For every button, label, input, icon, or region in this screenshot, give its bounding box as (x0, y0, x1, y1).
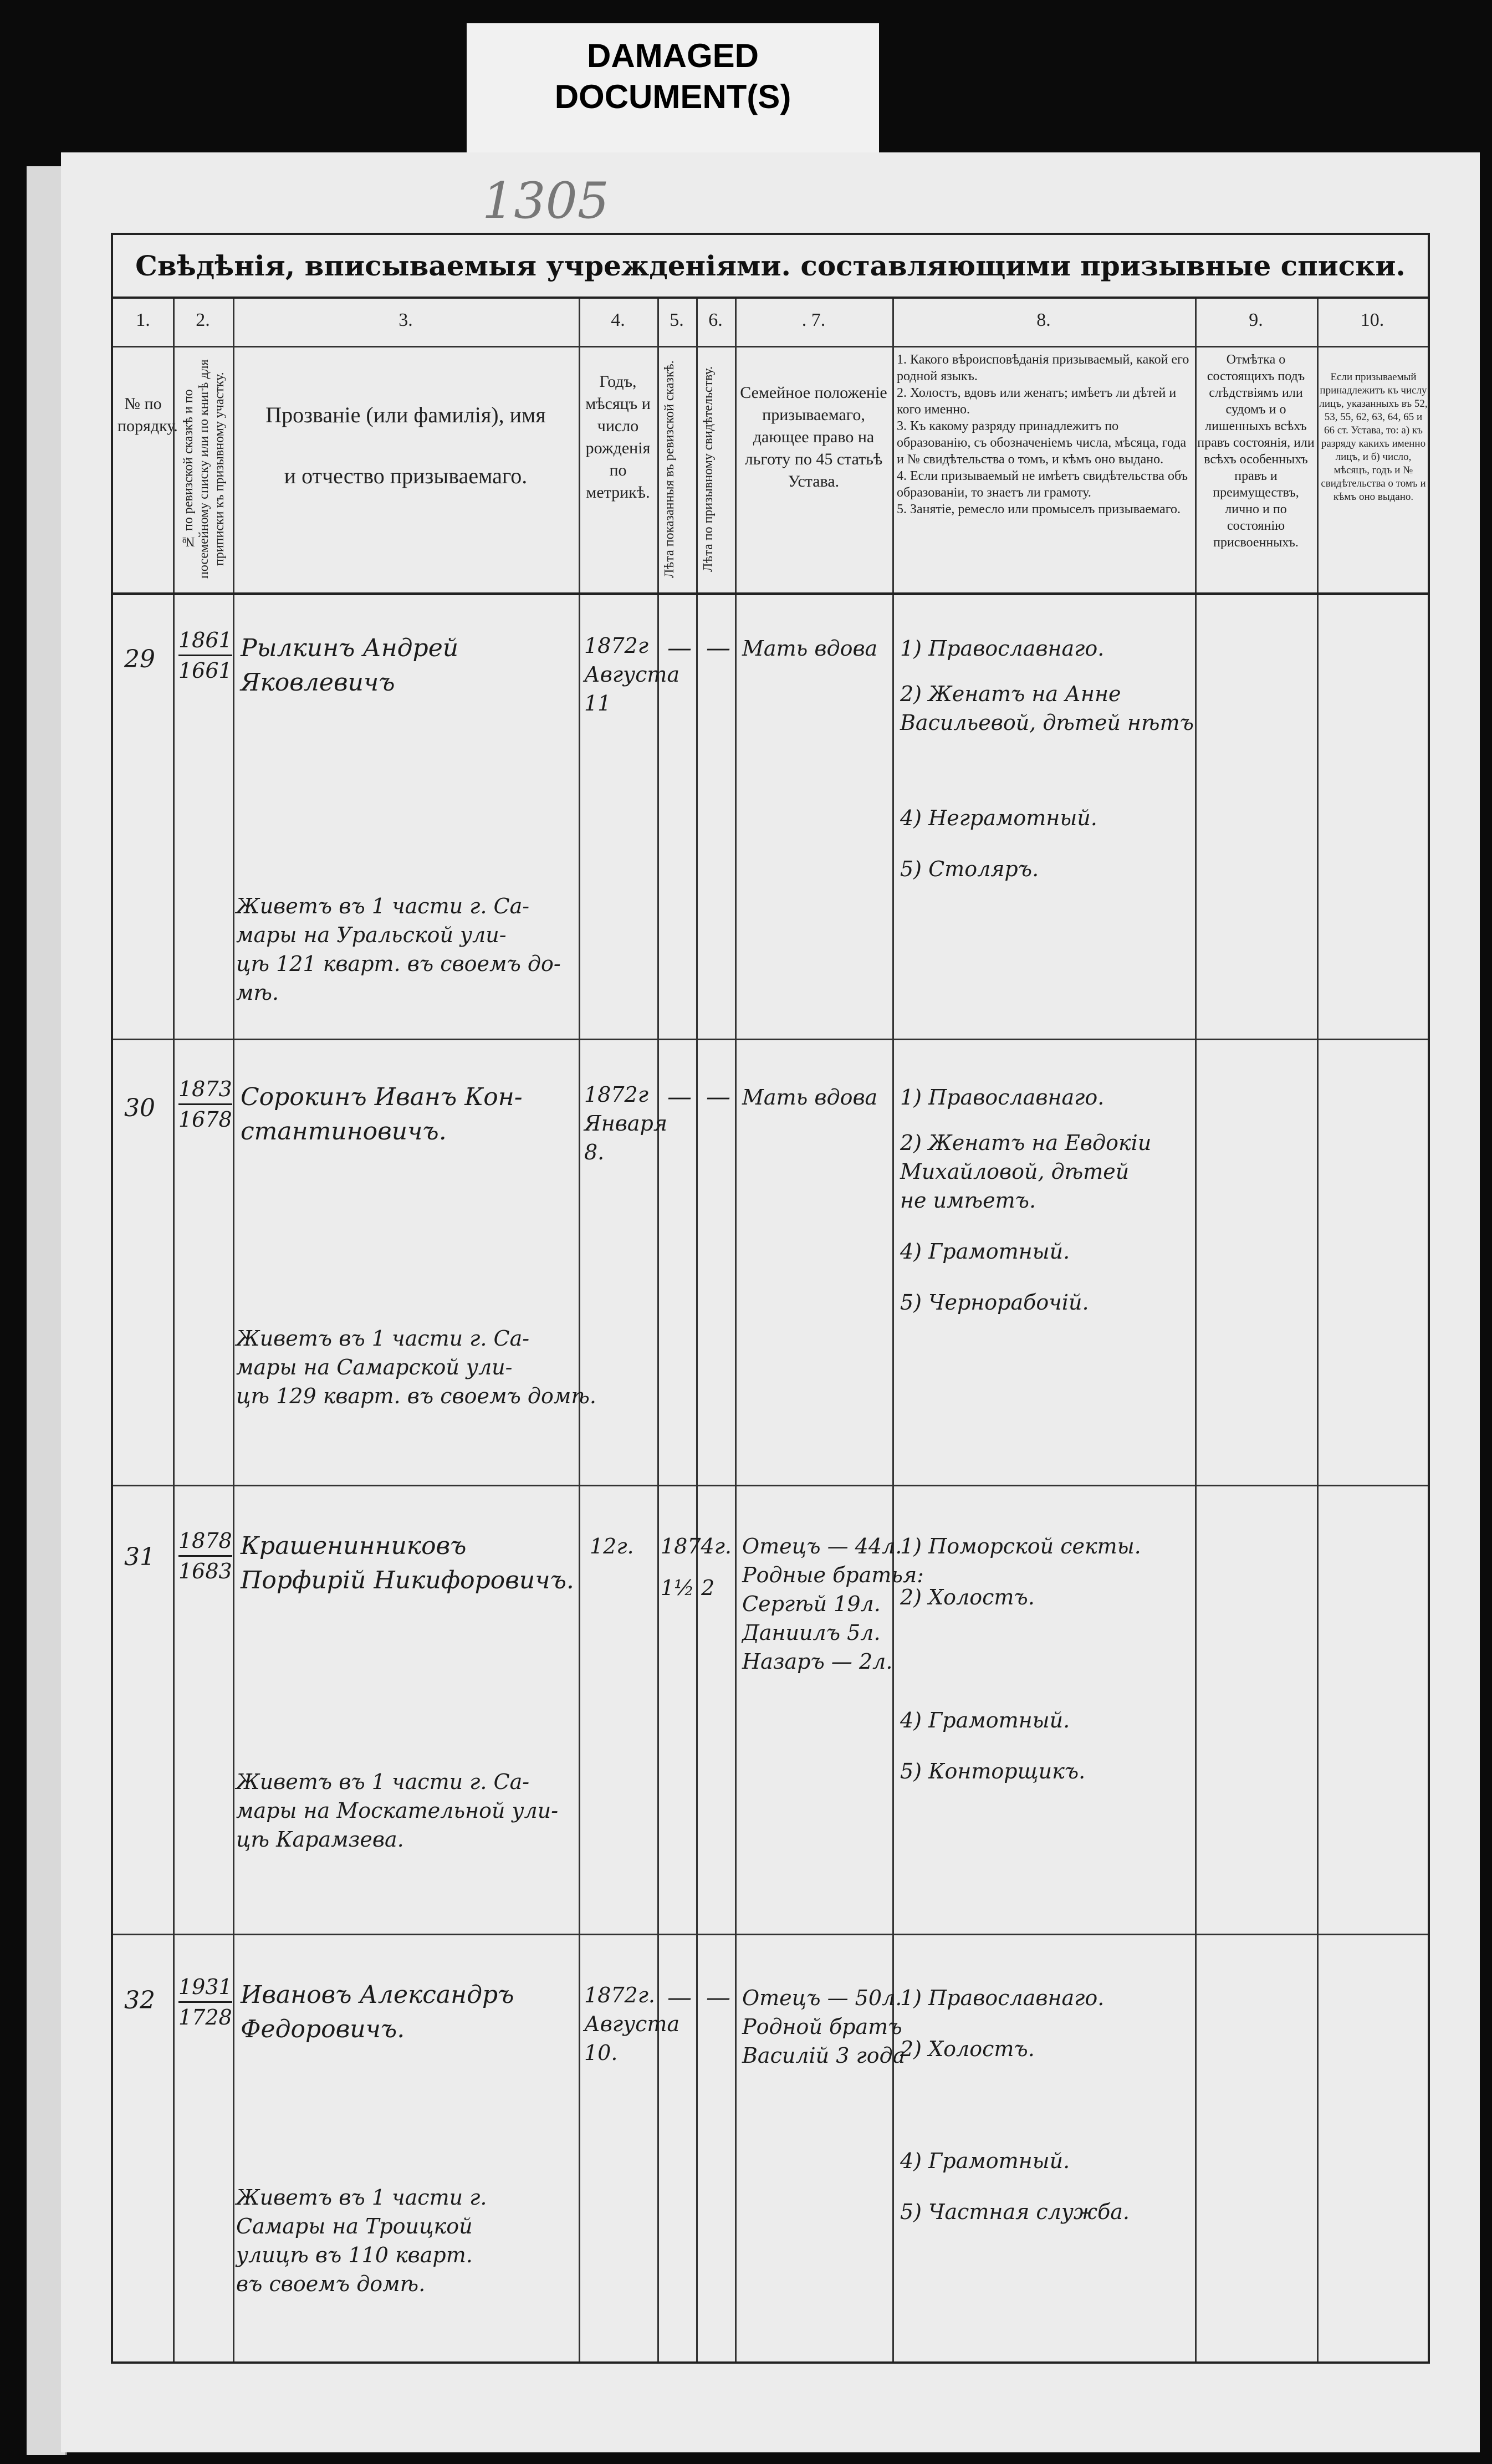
column-number-1: 1. (136, 310, 150, 330)
entry-31-family-line-2: Родные братья: (742, 1563, 924, 1587)
entry-32-birth-day: 10. (584, 2041, 618, 2065)
stamp-line-1: DAMAGED (587, 37, 759, 74)
entry-29-birth-year: 1872г (584, 633, 648, 658)
entry-29-residence-line-4: мѣ. (236, 980, 279, 1005)
entry-29-family: Мать вдова (742, 636, 878, 661)
row-29-bottom-rule (113, 1039, 1428, 1040)
entry-30-name-line-2: стантиновичъ. (241, 1117, 447, 1146)
entry-29-residence (236, 892, 561, 1007)
header-question-2: 2. Холостъ, вдовъ или женатъ; имѣетъ ли дѣтей и кого именно. (897, 386, 1177, 417)
entry-30-family: Мать вдова (742, 1085, 878, 1110)
header-bottom-rule (113, 592, 1428, 595)
header-certificate-age: Лѣта по призывному свидѣтельству. (701, 366, 716, 572)
entry-30-marital-3: не имѣетъ. (900, 1188, 1036, 1213)
entry-29-registry (178, 626, 232, 685)
entry-29-registry-bottom: 1661 (178, 658, 232, 683)
column-number-6: 6. (708, 310, 723, 330)
header-revision-age: Лѣта показанныя въ ревизской сказкѣ. (662, 360, 677, 578)
header-question-4: 4. Если призываемый не имѣетъ свидѣтельства объ образованіи, то знаетъ ли грамоту. (897, 469, 1188, 500)
entry-31-occupation: 5) Конторщикъ. (900, 1759, 1086, 1783)
entry-30-marital-1: 2) Женатъ на Евдокіи (900, 1131, 1152, 1155)
entry-32-registry-bottom: 1728 (178, 2005, 232, 2030)
entry-31-marital: 2) Холостъ. (900, 1585, 1035, 1609)
column-number-8: 8. (1036, 310, 1051, 330)
entry-32-residence-line-1: Живетъ въ 1 части г. (236, 2185, 487, 2210)
entry-29-occupation: 5) Столяръ. (900, 857, 1039, 881)
entry-31-name-line-1: Крашенинниковъ (241, 1532, 467, 1560)
entry-31-registry-bottom: 1683 (178, 1559, 232, 1583)
entry-31-name (241, 1529, 574, 1598)
entry-29-name-line-1: Рылкинъ Андрей (241, 634, 459, 662)
entry-31-family-line-3: Сергѣй 19л. (742, 1592, 881, 1616)
stamp-line-2: DOCUMENT(S) (554, 78, 791, 115)
entry-30-certificate-age: — (706, 1083, 730, 1111)
entry-32-name-line-1: Ивановъ Александръ (241, 1981, 514, 2009)
entry-29-name (241, 631, 458, 700)
entry-31-answers (900, 1532, 1141, 1786)
entry-31-family (742, 1532, 924, 1676)
column-number-5: 5. (670, 310, 684, 330)
entry-30-number: 30 (124, 1094, 155, 1122)
entry-29-revision-age: — (667, 634, 692, 662)
entry-31-residence (236, 1767, 558, 1854)
row-30-bottom-rule (113, 1485, 1428, 1486)
entry-29-marital-2: Васильевой, дѣтей нѣтъ (900, 710, 1194, 735)
row-31-bottom-rule (113, 1934, 1428, 1935)
numbers-row-rule (113, 346, 1428, 347)
entry-32-literacy: 4) Грамотный. (900, 2149, 1070, 2173)
entry-30-marital-2: Михайловой, дѣтей (900, 1159, 1130, 1184)
entry-30-birth-year: 1872г (584, 1082, 648, 1107)
entry-29-religion: 1) Православнаго. (900, 636, 1105, 661)
entry-30-registry-top: 1873 (178, 1075, 232, 1105)
entry-29-birth (584, 631, 679, 718)
entry-32-marital: 2) Холостъ. (900, 2037, 1035, 2061)
column-number-9: 9. (1249, 310, 1263, 330)
entry-29-residence-line-1: Живетъ въ 1 части г. Са- (236, 894, 530, 918)
entry-31-revision-age: 1874г. (661, 1534, 732, 1558)
entry-32-residence-line-3: улицѣ въ 110 кварт. (236, 2243, 473, 2267)
entry-32-family-line-3: Василій 3 года (742, 2043, 906, 2068)
entry-30-registry (178, 1075, 232, 1134)
entry-32-registry-top: 1931 (178, 1972, 232, 2003)
entry-31-family-line-1: Отецъ — 44л. (742, 1534, 902, 1558)
entry-30-revision-age: — (667, 1083, 692, 1111)
header-questions (897, 351, 1192, 518)
entry-32-registry (178, 1972, 232, 2032)
entry-32-certificate-age: — (706, 1984, 730, 2012)
entry-30-literacy: 4) Грамотный. (900, 1239, 1070, 1264)
entry-30-residence (236, 1324, 596, 1410)
entry-29-residence-line-2: мары на Уральской ули- (236, 923, 507, 947)
entry-30-occupation: 5) Чернорабочій. (900, 1290, 1089, 1315)
entry-32-religion: 1) Православнаго. (900, 1986, 1105, 2010)
entry-30-answers (900, 1083, 1151, 1317)
entry-31-certificate-age: 1½ 2 (661, 1576, 715, 1600)
entry-29-answers (900, 634, 1194, 883)
entry-30-name (241, 1080, 523, 1149)
entry-31-number: 31 (124, 1543, 155, 1571)
header-question-3: 3. Къ какому разряду принадлежитъ по образованію, съ обозначеніемъ числа, мѣсяца, года и № свидѣтельства о томъ, и кѣмъ оно выдано. (897, 419, 1187, 467)
entry-32-family-line-2: Родной братъ (742, 2015, 902, 2039)
entry-30-name-line-1: Сорокинъ Иванъ Кон- (241, 1083, 523, 1111)
entry-30-residence-line-3: цѣ 129 кварт. въ своемъ домѣ. (236, 1384, 596, 1408)
entry-29-residence-line-3: цѣ 121 кварт. въ своемъ до- (236, 952, 561, 976)
entry-31-name-line-2: Порфирій Никифоровичъ. (241, 1566, 574, 1594)
entry-32-number: 32 (124, 1986, 155, 2015)
header-question-1: 1. Какого вѣроисповѣданія призываемый, какой его родной языкъ. (897, 352, 1189, 384)
page-title: Свѣдѣнія, вписываемыя учрежденіями. составляющими призывные списки. (111, 233, 1430, 297)
entry-32-birth-year: 1872г. (584, 1983, 655, 2007)
entry-32-family (742, 1984, 905, 2070)
column-number-3: 3. (398, 310, 413, 330)
entry-31-literacy: 4) Грамотный. (900, 1708, 1070, 1732)
entry-32-revision-age: — (667, 1984, 692, 2012)
entry-29-birth-month: Августа (584, 662, 680, 687)
entry-32-birth-month: Августа (584, 2012, 680, 2036)
header-question-5: 5. Занятіе, ремесло или промыселъ призываемаго. (897, 502, 1181, 517)
entry-32-birth (584, 1981, 679, 2067)
entry-31-residence-line-1: Живетъ въ 1 части г. Са- (236, 1770, 530, 1794)
entry-29-birth-day: 11 (584, 691, 611, 715)
entry-30-residence-line-2: мары на Самарской ули- (236, 1355, 513, 1379)
entry-31-registry-top: 1878 (178, 1526, 232, 1557)
entry-30-birth (584, 1080, 667, 1167)
header-order-number: № по порядку. (117, 395, 178, 435)
register-table (111, 297, 1430, 2364)
entry-29-literacy: 4) Неграмотный. (900, 806, 1097, 830)
entry-32-residence (236, 2183, 487, 2298)
entry-30-residence-line-1: Живетъ въ 1 части г. Са- (236, 1326, 530, 1351)
entry-32-family-line-1: Отецъ — 50л. (742, 1986, 902, 2010)
entry-31-birth: 12г. (590, 1534, 634, 1558)
entry-29-number: 29 (124, 645, 155, 673)
column-number-4: 4. (611, 310, 625, 330)
entry-29-registry-top: 1861 (178, 626, 232, 656)
entry-32-name (241, 1978, 514, 2047)
column-number-7: . 7. (801, 310, 826, 330)
entry-30-registry-bottom: 1678 (178, 1107, 232, 1132)
entry-30-birth-day: 8. (584, 1140, 605, 1164)
entry-31-residence-line-3: цѣ Карамзева. (236, 1827, 404, 1852)
entry-31-residence-line-2: мары на Москательной ули- (236, 1798, 559, 1823)
entry-32-answers (900, 1984, 1130, 2226)
entry-29-marital-1: 2) Женатъ на Анне (900, 682, 1121, 706)
entry-31-family-line-4: Даниилъ 5л. (742, 1620, 881, 1645)
header-name-line-2: и отчество призываемаго. (284, 463, 528, 488)
entry-32-residence-line-2: Самары на Троицкой (236, 2214, 473, 2238)
column-number-10: 10. (1360, 310, 1384, 330)
entry-31-family-line-5: Назаръ — 2л. (742, 1649, 893, 1674)
entry-29-certificate-age: — (706, 634, 730, 662)
header-birth-date: Годъ, мѣсяцъ и число рожденія по метрикѣ. (585, 372, 651, 502)
entry-29-name-line-2: Яковлевичъ (241, 668, 395, 697)
entry-31-registry (178, 1526, 232, 1586)
header-name-line-1: Прозваніе (или фамилія), имя (265, 402, 546, 427)
entry-32-occupation: 5) Частная служба. (900, 2200, 1130, 2224)
header-court-note: Отмѣтка о состоящихъ подъ слѣдствіямъ или судомъ и о лишенныхъ всѣхъ правъ состоянія, или всѣхъ особенныхъ правъ и преимуществъ, лично и по состоянію присвоенныхъ. (1197, 352, 1315, 550)
archive-number: 1305 (482, 172, 610, 230)
entry-32-name-line-2: Федоровичъ. (241, 2015, 405, 2043)
entry-32-residence-line-4: въ своемъ домѣ. (236, 2272, 426, 2296)
entry-31-religion: 1) Поморской секты. (900, 1534, 1141, 1558)
damaged-document-stamp (467, 23, 879, 159)
header-family-status: Семейное положеніе призываемаго, дающее право на льготу по 45 статьѣ Устава. (740, 384, 887, 490)
entry-30-religion: 1) Православнаго. (900, 1085, 1105, 1110)
header-privileges: Если призываемый принадлежитъ къ числу лицъ, указанныхъ въ 52, 53, 55, 62, 63, 64, 65 и 66 ст. Устава, то: а) къ разряду какихъ именно лицъ, и б) число, мѣсяцъ, годъ и № свидѣтельства о томъ и кѣмъ оно выдано. (1319, 371, 1428, 503)
header-registry-number: № по ревизской сказкѣ и по посемейному списку или по книгѣ для приписки къ призывному участку. (181, 359, 227, 579)
entry-30-birth-month: Января (584, 1111, 667, 1136)
column-number-2: 2. (196, 310, 210, 330)
